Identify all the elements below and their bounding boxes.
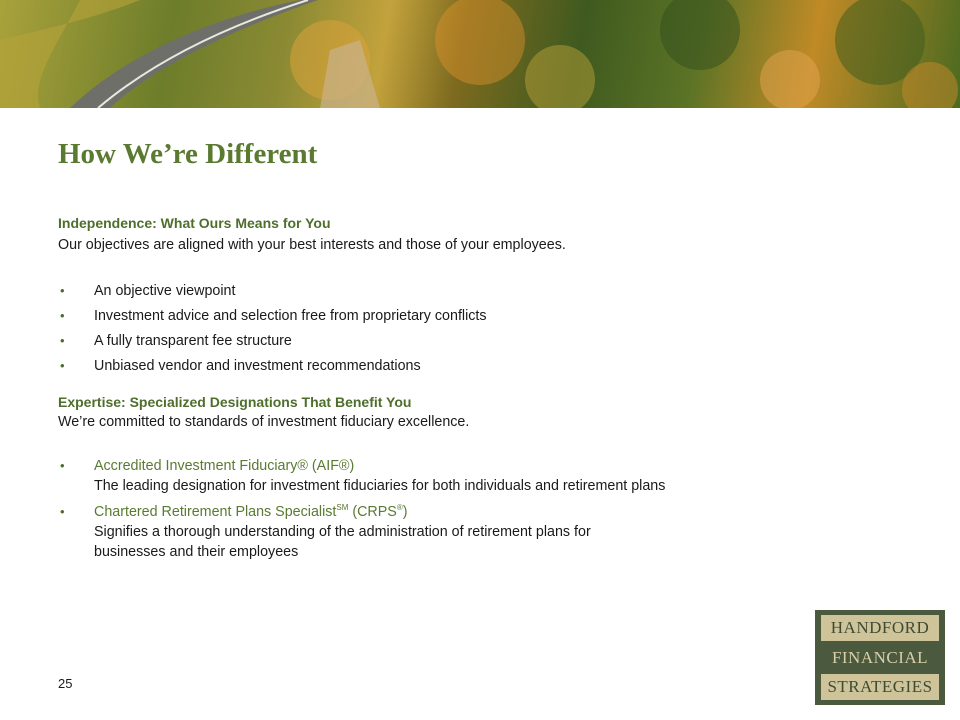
designation-description-crps-line1: Signifies a thorough understanding of the administration of retirement plans for xyxy=(94,524,591,540)
company-logo xyxy=(815,610,945,705)
list-item: • An objective viewpoint xyxy=(60,283,236,299)
independence-bullet-list xyxy=(58,281,918,376)
forest-road-illustration xyxy=(0,0,960,108)
expertise-heading: Expertise: Specialized Designations That Benefit You xyxy=(58,394,412,410)
header-banner-image xyxy=(0,0,960,108)
bullet-icon: • xyxy=(60,458,65,473)
expertise-section xyxy=(58,392,918,432)
designation-list xyxy=(58,456,918,562)
designation-description-crps-line2: businesses and their employees xyxy=(94,544,299,560)
designation-name-aif: Accredited Investment Fiduciary® (AIF®) xyxy=(94,458,355,474)
page-number: 25 xyxy=(58,676,73,691)
list-item xyxy=(58,456,918,496)
independence-heading: Independence: What Ours Means for You xyxy=(58,215,331,231)
designation-name-crps: Chartered Retirement Plans Specialist℠ (CRPS®) xyxy=(94,503,408,520)
list-item: • A fully transparent fee structure xyxy=(60,333,292,349)
bullet-icon: • xyxy=(60,358,65,373)
logo-line-2: FINANCIAL xyxy=(831,647,929,667)
designation-description-aif: The leading designation for investment fiduciaries for both individuals and retirement plans xyxy=(94,478,666,494)
list-item: • Investment advice and selection free from proprietary conflicts xyxy=(60,308,487,324)
expertise-intro: We’re committed to standards of investment fiduciary excellence. xyxy=(58,414,470,430)
page-title: How We’re Different xyxy=(58,138,318,170)
bullet-icon: • xyxy=(60,308,65,323)
logo-line-1: HANDFORD xyxy=(821,615,939,641)
bullet-icon: • xyxy=(60,504,65,519)
logo-line-3: STRATEGIES xyxy=(821,674,939,700)
list-item xyxy=(58,502,918,562)
main-content xyxy=(58,213,918,568)
independence-intro: Our objectives are aligned with your best interests and those of your employees. xyxy=(58,237,566,253)
list-item: • Unbiased vendor and investment recommendations xyxy=(60,358,421,374)
bullet-icon: • xyxy=(60,333,65,348)
bullet-icon: • xyxy=(60,283,65,298)
